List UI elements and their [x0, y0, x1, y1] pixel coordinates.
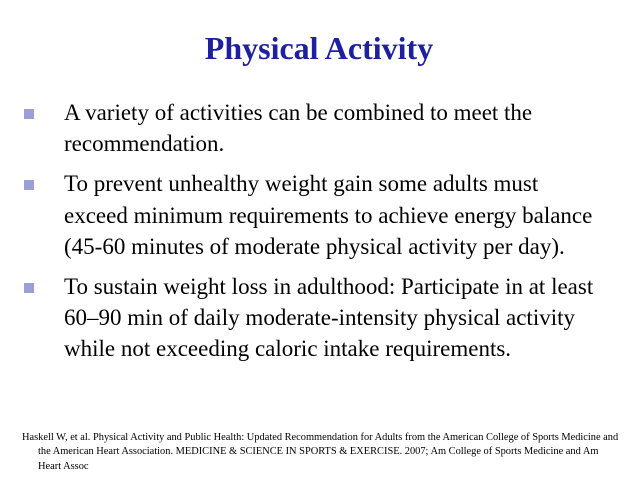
square-bullet-icon	[24, 109, 34, 119]
bullet-text: To sustain weight loss in adulthood: Participate in at least 60–90 min of daily moderate-intensity physical activity while not exceeding caloric intake requirements.	[64, 274, 594, 362]
bullet-item	[24, 271, 604, 365]
square-bullet-icon	[24, 283, 34, 293]
bullet-item	[24, 97, 604, 159]
bullet-text: To prevent unhealthy weight gain some adults must exceed minimum requirements to achieve energy balance (45-60 minutes of moderate physical activity per day).	[64, 171, 593, 259]
bullet-list	[24, 97, 604, 374]
reference-citation: Haskell W, et al. Physical Activity and Public Health: Updated Recommendation for Adults from the American College of Sports Medicine and the American Heart Association. MEDICINE & SCIENCE IN SPORTS & EXERCISE. 2007; Am College of Sports Medicine and Am Heart Assoc	[22, 432, 619, 472]
slide-title: Physical Activity	[204, 30, 434, 66]
bullet-item	[24, 168, 604, 262]
bullet-text: A variety of activities can be combined to meet the recommendation.	[64, 100, 533, 157]
square-bullet-icon	[24, 180, 34, 190]
